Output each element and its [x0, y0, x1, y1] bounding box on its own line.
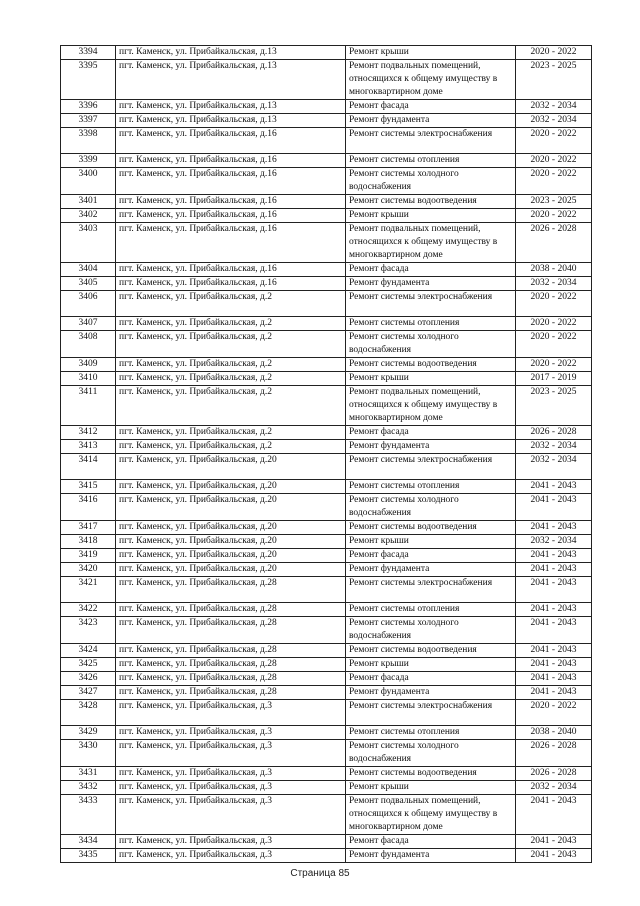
table-row — [61, 644, 592, 658]
address-cell: пгт. Каменск, ул. Прибайкальская, д.13 — [116, 60, 346, 100]
row-number-cell: 3403 — [61, 223, 116, 263]
work-type-cell: Ремонт системы отопления — [346, 154, 516, 168]
table-row — [61, 577, 592, 603]
row-number-cell: 3433 — [61, 795, 116, 835]
work-type-cell: Ремонт системы водоотведения — [346, 644, 516, 658]
work-type-cell: Ремонт системы электроснабжения — [346, 700, 516, 726]
work-type-cell: Ремонт системы холодного водоснабжения — [346, 168, 516, 195]
work-type-cell: Ремонт подвальных помещений, относящихся к общему имуществу в многоквартирном доме — [346, 223, 516, 263]
work-type-cell: Ремонт системы водоотведения — [346, 767, 516, 781]
row-number-cell: 3413 — [61, 440, 116, 454]
table-row — [61, 672, 592, 686]
table-row — [61, 795, 592, 835]
table-row — [61, 603, 592, 617]
table-row — [61, 100, 592, 114]
address-cell: пгт. Каменск, ул. Прибайкальская, д.2 — [116, 440, 346, 454]
table-row — [61, 617, 592, 644]
period-cell: 2041 - 2043 — [516, 480, 592, 494]
row-number-cell: 3407 — [61, 317, 116, 331]
table-row — [61, 331, 592, 358]
address-cell: пгт. Каменск, ул. Прибайкальская, д.28 — [116, 577, 346, 603]
period-cell: 2020 - 2022 — [516, 700, 592, 726]
row-number-cell: 3423 — [61, 617, 116, 644]
row-number-cell: 3405 — [61, 277, 116, 291]
period-cell: 2020 - 2022 — [516, 317, 592, 331]
address-cell: пгт. Каменск, ул. Прибайкальская, д.28 — [116, 603, 346, 617]
row-number-cell: 3422 — [61, 603, 116, 617]
period-cell: 2026 - 2028 — [516, 223, 592, 263]
work-type-cell: Ремонт фасада — [346, 426, 516, 440]
work-type-cell: Ремонт крыши — [346, 372, 516, 386]
work-type-cell: Ремонт подвальных помещений, относящихся к общему имуществу в многоквартирном доме — [346, 795, 516, 835]
row-number-cell: 3416 — [61, 494, 116, 521]
work-type-cell: Ремонт фасада — [346, 263, 516, 277]
address-cell: пгт. Каменск, ул. Прибайкальская, д.20 — [116, 549, 346, 563]
row-number-cell: 3397 — [61, 114, 116, 128]
table-row — [61, 563, 592, 577]
work-type-cell: Ремонт фундамента — [346, 277, 516, 291]
work-type-cell: Ремонт системы водоотведения — [346, 195, 516, 209]
address-cell: пгт. Каменск, ул. Прибайкальская, д.20 — [116, 563, 346, 577]
table-row — [61, 781, 592, 795]
table-row — [61, 454, 592, 480]
row-number-cell: 3395 — [61, 60, 116, 100]
work-type-cell: Ремонт фасада — [346, 835, 516, 849]
row-number-cell: 3414 — [61, 454, 116, 480]
period-cell: 2041 - 2043 — [516, 563, 592, 577]
work-schedule-table — [60, 45, 592, 863]
period-cell: 2041 - 2043 — [516, 603, 592, 617]
work-type-cell: Ремонт фасада — [346, 672, 516, 686]
row-number-cell: 3415 — [61, 480, 116, 494]
row-number-cell: 3420 — [61, 563, 116, 577]
period-cell: 2041 - 2043 — [516, 835, 592, 849]
work-type-cell: Ремонт системы водоотведения — [346, 358, 516, 372]
work-type-cell: Ремонт крыши — [346, 535, 516, 549]
period-cell: 2041 - 2043 — [516, 849, 592, 863]
work-type-cell: Ремонт системы холодного водоснабжения — [346, 494, 516, 521]
period-cell: 2017 - 2019 — [516, 372, 592, 386]
period-cell: 2041 - 2043 — [516, 577, 592, 603]
period-cell: 2023 - 2025 — [516, 60, 592, 100]
address-cell: пгт. Каменск, ул. Прибайкальская, д.3 — [116, 781, 346, 795]
work-type-cell: Ремонт фасада — [346, 100, 516, 114]
address-cell: пгт. Каменск, ул. Прибайкальская, д.28 — [116, 617, 346, 644]
table-row — [61, 700, 592, 726]
work-type-cell: Ремонт системы холодного водоснабжения — [346, 617, 516, 644]
period-cell: 2020 - 2022 — [516, 168, 592, 195]
table-row — [61, 46, 592, 60]
address-cell: пгт. Каменск, ул. Прибайкальская, д.20 — [116, 521, 346, 535]
address-cell: пгт. Каменск, ул. Прибайкальская, д.3 — [116, 835, 346, 849]
work-type-cell: Ремонт системы электроснабжения — [346, 577, 516, 603]
period-cell: 2023 - 2025 — [516, 195, 592, 209]
address-cell: пгт. Каменск, ул. Прибайкальская, д.16 — [116, 154, 346, 168]
work-type-cell: Ремонт системы электроснабжения — [346, 454, 516, 480]
period-cell: 2026 - 2028 — [516, 740, 592, 767]
period-cell: 2041 - 2043 — [516, 644, 592, 658]
period-cell: 2041 - 2043 — [516, 658, 592, 672]
work-type-cell: Ремонт системы холодного водоснабжения — [346, 331, 516, 358]
row-number-cell: 3396 — [61, 100, 116, 114]
row-number-cell: 3394 — [61, 46, 116, 60]
row-number-cell: 3398 — [61, 128, 116, 154]
table-row — [61, 440, 592, 454]
period-cell: 2041 - 2043 — [516, 521, 592, 535]
work-type-cell: Ремонт крыши — [346, 46, 516, 60]
row-number-cell: 3426 — [61, 672, 116, 686]
period-cell: 2020 - 2022 — [516, 46, 592, 60]
table-row — [61, 480, 592, 494]
address-cell: пгт. Каменск, ул. Прибайкальская, д.16 — [116, 128, 346, 154]
period-cell: 2041 - 2043 — [516, 686, 592, 700]
table-row — [61, 195, 592, 209]
address-cell: пгт. Каменск, ул. Прибайкальская, д.20 — [116, 494, 346, 521]
period-cell: 2020 - 2022 — [516, 128, 592, 154]
work-type-cell: Ремонт фундамента — [346, 686, 516, 700]
work-type-cell: Ремонт системы отопления — [346, 317, 516, 331]
work-type-cell: Ремонт крыши — [346, 781, 516, 795]
period-cell: 2032 - 2034 — [516, 535, 592, 549]
row-number-cell: 3435 — [61, 849, 116, 863]
table-row — [61, 767, 592, 781]
address-cell: пгт. Каменск, ул. Прибайкальская, д.13 — [116, 100, 346, 114]
address-cell: пгт. Каменск, ул. Прибайкальская, д.3 — [116, 849, 346, 863]
work-type-cell: Ремонт фундамента — [346, 563, 516, 577]
work-type-cell: Ремонт подвальных помещений, относящихся к общему имуществу в многоквартирном доме — [346, 386, 516, 426]
work-type-cell: Ремонт системы электроснабжения — [346, 291, 516, 317]
period-cell: 2023 - 2025 — [516, 386, 592, 426]
row-number-cell: 3401 — [61, 195, 116, 209]
address-cell: пгт. Каменск, ул. Прибайкальская, д.2 — [116, 426, 346, 440]
row-number-cell: 3419 — [61, 549, 116, 563]
row-number-cell: 3428 — [61, 700, 116, 726]
table-row — [61, 358, 592, 372]
row-number-cell: 3429 — [61, 726, 116, 740]
address-cell: пгт. Каменск, ул. Прибайкальская, д.2 — [116, 358, 346, 372]
table-row — [61, 686, 592, 700]
table-row — [61, 263, 592, 277]
address-cell: пгт. Каменск, ул. Прибайкальская, д.3 — [116, 795, 346, 835]
period-cell: 2041 - 2043 — [516, 672, 592, 686]
address-cell: пгт. Каменск, ул. Прибайкальская, д.20 — [116, 454, 346, 480]
period-cell: 2020 - 2022 — [516, 154, 592, 168]
table-row — [61, 726, 592, 740]
period-cell: 2032 - 2034 — [516, 114, 592, 128]
work-type-cell: Ремонт системы отопления — [346, 726, 516, 740]
table-row — [61, 277, 592, 291]
period-cell: 2041 - 2043 — [516, 795, 592, 835]
table-row — [61, 114, 592, 128]
work-type-cell: Ремонт фасада — [346, 549, 516, 563]
table-row — [61, 291, 592, 317]
row-number-cell: 3424 — [61, 644, 116, 658]
table-row — [61, 317, 592, 331]
row-number-cell: 3404 — [61, 263, 116, 277]
period-cell: 2020 - 2022 — [516, 291, 592, 317]
row-number-cell: 3399 — [61, 154, 116, 168]
period-cell: 2038 - 2040 — [516, 263, 592, 277]
table-row — [61, 209, 592, 223]
address-cell: пгт. Каменск, ул. Прибайкальская, д.3 — [116, 740, 346, 767]
work-type-cell: Ремонт фундамента — [346, 114, 516, 128]
period-cell: 2041 - 2043 — [516, 617, 592, 644]
row-number-cell: 3417 — [61, 521, 116, 535]
address-cell: пгт. Каменск, ул. Прибайкальская, д.16 — [116, 263, 346, 277]
table-row — [61, 168, 592, 195]
period-cell: 2026 - 2028 — [516, 767, 592, 781]
table-row — [61, 494, 592, 521]
row-number-cell: 3421 — [61, 577, 116, 603]
period-cell: 2038 - 2040 — [516, 726, 592, 740]
address-cell: пгт. Каменск, ул. Прибайкальская, д.2 — [116, 291, 346, 317]
row-number-cell: 3410 — [61, 372, 116, 386]
work-type-cell: Ремонт системы отопления — [346, 603, 516, 617]
table-row — [61, 154, 592, 168]
row-number-cell: 3408 — [61, 331, 116, 358]
row-number-cell: 3434 — [61, 835, 116, 849]
address-cell: пгт. Каменск, ул. Прибайкальская, д.16 — [116, 209, 346, 223]
table-row — [61, 658, 592, 672]
address-cell: пгт. Каменск, ул. Прибайкальская, д.2 — [116, 317, 346, 331]
work-type-cell: Ремонт системы отопления — [346, 480, 516, 494]
row-number-cell: 3425 — [61, 658, 116, 672]
address-cell: пгт. Каменск, ул. Прибайкальская, д.13 — [116, 46, 346, 60]
address-cell: пгт. Каменск, ул. Прибайкальская, д.20 — [116, 535, 346, 549]
row-number-cell: 3406 — [61, 291, 116, 317]
row-number-cell: 3418 — [61, 535, 116, 549]
work-type-cell: Ремонт фундамента — [346, 849, 516, 863]
period-cell: 2032 - 2034 — [516, 100, 592, 114]
address-cell: пгт. Каменск, ул. Прибайкальская, д.2 — [116, 331, 346, 358]
table-row — [61, 535, 592, 549]
row-number-cell: 3402 — [61, 209, 116, 223]
period-cell: 2032 - 2034 — [516, 277, 592, 291]
period-cell: 2032 - 2034 — [516, 781, 592, 795]
work-type-cell: Ремонт крыши — [346, 209, 516, 223]
row-number-cell: 3411 — [61, 386, 116, 426]
address-cell: пгт. Каменск, ул. Прибайкальская, д.28 — [116, 672, 346, 686]
table-row — [61, 386, 592, 426]
table-row — [61, 849, 592, 863]
row-number-cell: 3427 — [61, 686, 116, 700]
work-type-cell: Ремонт фундамента — [346, 440, 516, 454]
table-row — [61, 740, 592, 767]
period-cell: 2020 - 2022 — [516, 209, 592, 223]
address-cell: пгт. Каменск, ул. Прибайкальская, д.2 — [116, 372, 346, 386]
table-row — [61, 223, 592, 263]
table-body — [61, 46, 592, 863]
work-type-cell: Ремонт подвальных помещений, относящихся к общему имуществу в многоквартирном доме — [346, 60, 516, 100]
work-type-cell: Ремонт крыши — [346, 658, 516, 672]
period-cell: 2041 - 2043 — [516, 494, 592, 521]
row-number-cell: 3432 — [61, 781, 116, 795]
period-cell: 2026 - 2028 — [516, 426, 592, 440]
row-number-cell: 3400 — [61, 168, 116, 195]
address-cell: пгт. Каменск, ул. Прибайкальская, д.16 — [116, 223, 346, 263]
table-row — [61, 835, 592, 849]
address-cell: пгт. Каменск, ул. Прибайкальская, д.3 — [116, 767, 346, 781]
table-row — [61, 60, 592, 100]
work-type-cell: Ремонт системы холодного водоснабжения — [346, 740, 516, 767]
address-cell: пгт. Каменск, ул. Прибайкальская, д.3 — [116, 700, 346, 726]
table-row — [61, 521, 592, 535]
row-number-cell: 3412 — [61, 426, 116, 440]
table-row — [61, 128, 592, 154]
address-cell: пгт. Каменск, ул. Прибайкальская, д.16 — [116, 195, 346, 209]
row-number-cell: 3430 — [61, 740, 116, 767]
address-cell: пгт. Каменск, ул. Прибайкальская, д.3 — [116, 726, 346, 740]
address-cell: пгт. Каменск, ул. Прибайкальская, д.28 — [116, 686, 346, 700]
address-cell: пгт. Каменск, ул. Прибайкальская, д.16 — [116, 168, 346, 195]
row-number-cell: 3409 — [61, 358, 116, 372]
table-row — [61, 372, 592, 386]
period-cell: 2020 - 2022 — [516, 358, 592, 372]
row-number-cell: 3431 — [61, 767, 116, 781]
work-type-cell: Ремонт системы электроснабжения — [346, 128, 516, 154]
period-cell: 2020 - 2022 — [516, 331, 592, 358]
address-cell: пгт. Каменск, ул. Прибайкальская, д.20 — [116, 480, 346, 494]
address-cell: пгт. Каменск, ул. Прибайкальская, д.2 — [116, 386, 346, 426]
period-cell: 2032 - 2034 — [516, 440, 592, 454]
address-cell: пгт. Каменск, ул. Прибайкальская, д.28 — [116, 658, 346, 672]
page-number: Страница 85 — [290, 868, 350, 879]
address-cell: пгт. Каменск, ул. Прибайкальская, д.13 — [116, 114, 346, 128]
address-cell: пгт. Каменск, ул. Прибайкальская, д.16 — [116, 277, 346, 291]
table-row — [61, 549, 592, 563]
address-cell: пгт. Каменск, ул. Прибайкальская, д.28 — [116, 644, 346, 658]
work-type-cell: Ремонт системы водоотведения — [346, 521, 516, 535]
period-cell: 2032 - 2034 — [516, 454, 592, 480]
period-cell: 2041 - 2043 — [516, 549, 592, 563]
table-row — [61, 426, 592, 440]
